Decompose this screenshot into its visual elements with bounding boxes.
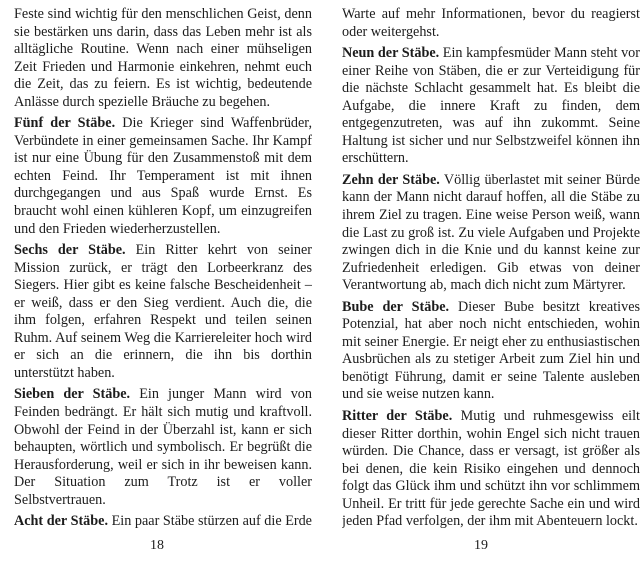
- entry-heading: Ritter der Stäbe.: [342, 408, 453, 425]
- entry-acht: [14, 513, 312, 531]
- entry-text: Dieser Bube besitzt kreatives Potenzial, hat aber noch nicht entschieden, wohin mit seiner Energie. Er neigt eher zu enthusiastischen Ausbrüchen als zu stetiger Arbeit zum Ziel hin und benötigt Führung, damit er seine Talente ausleben und sie weise nutzen kann.: [342, 298, 640, 403]
- entry-neun: [342, 45, 640, 168]
- left-page: [14, 6, 312, 531]
- entry-bube: [342, 299, 640, 404]
- entry-heading: Sechs der Stäbe.: [14, 242, 126, 259]
- entry-text: Ein junger Mann wird von Feinden bedrängt. Er hält sich mutig und kraftvoll. Obwohl der Feind in der Überzahl ist, kann er sich behaupten, wörtlich und symbolisch. Er begrüßt die Herausforderung, weil er sich in ihr beweisen kann. Der Situation zum Trotz ist er voller Selbstvertrauen.: [14, 386, 312, 508]
- right-page: [342, 6, 640, 531]
- entry-heading: Fünf der Stäbe.: [14, 115, 116, 132]
- entry-heading: Bube der Stäbe.: [342, 298, 450, 315]
- continuation-paragraph: Warte auf mehr Informationen, bevor du reagierst oder weitergehst.: [342, 6, 640, 40]
- entry-text: Ein kampfesmüder Mann steht vor einer Reihe von Stäben, die er zur Verteidigung für die nächste Schlacht gesammelt hat. Es bleibt die Aufgabe, die innere Kraft zu finden, dem entgegenzutreten, was auf ihn zukommt. Seine Haltung ist sicher und nur Selbstzweifel können ihn erschüttern.: [342, 45, 640, 167]
- intro-paragraph: Feste sind wichtig für den menschlichen Geist, denn sie bestärken uns darin, dass das Leben mehr ist als alltägliche Routine. Wenn nach einer mühseligen Zeit Frieden und Harmonie einkehren, nehmt euch die Zeit, das zu feiern. Es ist wichtig, bedeutende Anlässe durch spezielle Bräuche zu begehen.: [14, 6, 312, 110]
- entry-text: Die Krieger sind Waffenbrüder, Verbündete in einer gemeinsamen Sache. Ihr Kampf ist nur eine Übung für den Zusammenstoß mit dem echten Feind. Ihr Temperament ist mit ihnen durchgegangen und aus Spaß wurde Ernst. Es braucht wohl einen kühleren Kopf, um einzugreifen und den Frieden wiederherzustellen.: [14, 115, 312, 237]
- entry-heading: Sieben der Stäbe.: [14, 386, 131, 403]
- entry-text: Ein Ritter kehrt von seiner Mission zurück, er trägt den Lorbeerkranz des Siegers. Hier gibt es keine falsche Bescheidenheit – er weiß, dass er den Sieg verdient. Auch die, die ihm folgen, erfahren Respekt und teilen seinen Ruhm. Auf seinem Weg die Karriereleiter hoch wird er sich an die erinnern, die ihn bis dorthin unterstützt haben.: [14, 242, 312, 381]
- entry-sieben: [14, 386, 312, 509]
- page-number-left: 18: [150, 538, 164, 553]
- entry-ritter: [342, 408, 640, 531]
- entry-heading: Acht der Stäbe.: [14, 513, 109, 530]
- entry-text: Mutig und ruhmesgewiss eilt dieser Ritter dorthin, wohin Engel sich nicht trauen würden. Die Chance, dass er versagt, ist größer als bei denen, die kein Risiko eingehen und dennoch folgt das Glück ihm und schützt ihn vor schlimmem Unheil. Er tritt für jede gerechte Sache ein und wird jeden Pfad verfolgen, der ihm mit Abenteuern lockt.: [342, 408, 640, 530]
- entry-text: Völlig überlastet mit seiner Bürde kann der Mann nicht darauf hoffen, all die Stäbe zu ihrem Ziel zu tragen. Eine weise Person weiß, wann die Last zu groß ist. Zu viele Aufgaben und Projekte zwingen dich in die Knie und du kannst keine zur Zufriedenheit erledigen. Gib etwas von deiner Verantwortung ab, mach dich nicht zum Märtyrer.: [342, 171, 640, 294]
- entry-heading: Zehn der Stäbe.: [342, 171, 440, 188]
- entry-heading: Neun der Stäbe.: [342, 45, 440, 62]
- entry-text: Ein paar Stäbe stürzen auf die Erde: [111, 513, 312, 530]
- entry-zehn: [342, 172, 640, 295]
- page-number-right: 19: [474, 538, 488, 553]
- entry-fuenf: [14, 115, 312, 238]
- entry-sechs: [14, 242, 312, 382]
